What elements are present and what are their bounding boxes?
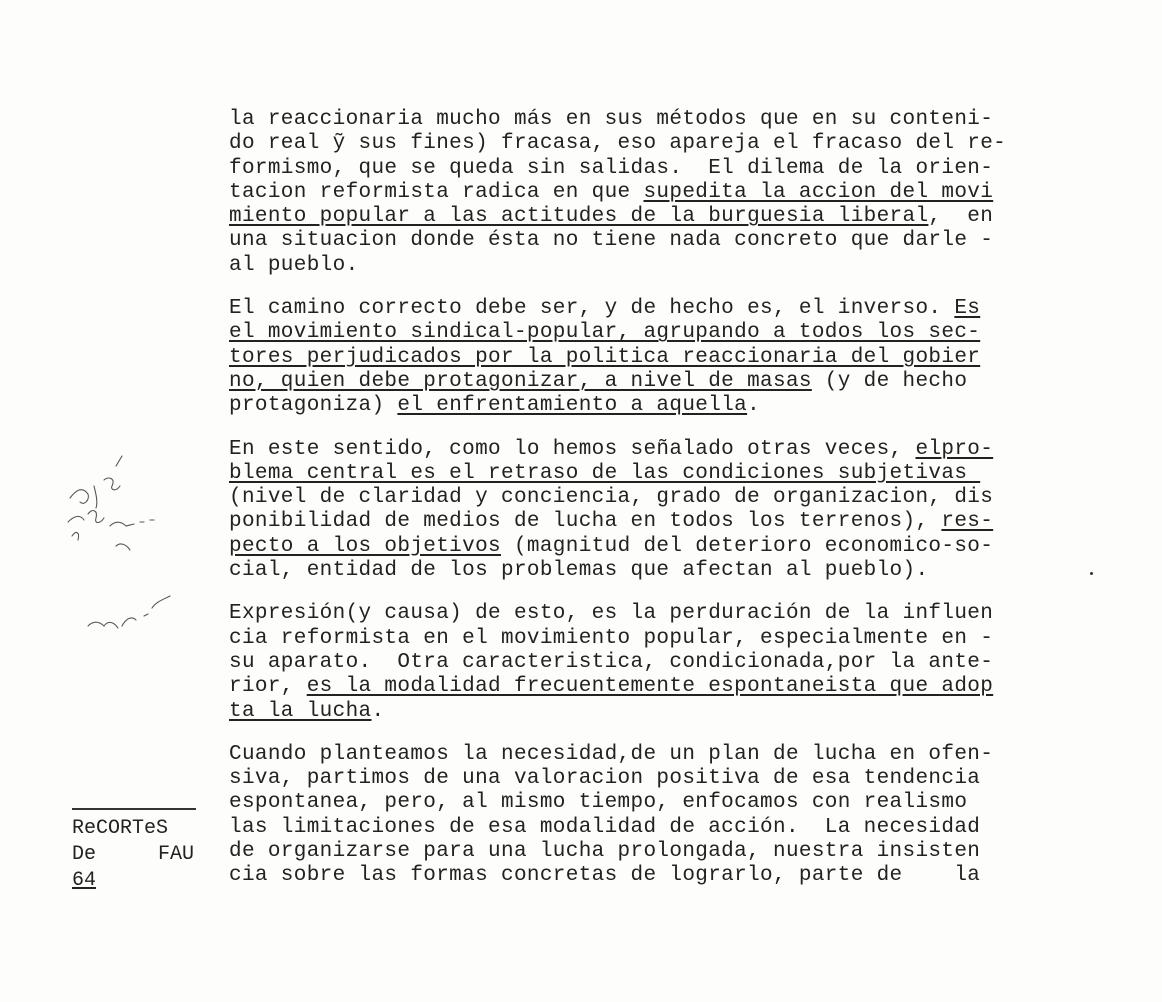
text-line [229,297,1089,321]
text-segment: formismo, que se queda sin salidas. El dilema de la orien- [229,156,994,180]
paragraph [229,438,1089,584]
underlined-text: res- [941,510,994,534]
text-line [229,840,1089,864]
text-line [229,438,1089,462]
footer-stamp [72,808,200,894]
text-line [229,108,1089,132]
text-segment: rior, [229,675,307,699]
text-line [229,627,1089,651]
text-line [229,205,1089,229]
underlined-text: Es [954,297,981,321]
underlined-text: ta la lucha [229,699,372,723]
text-line [229,486,1089,510]
underlined-text: no, quien debe protagonizar, a nivel de masas [229,369,812,393]
text-segment: . [371,699,385,723]
text-segment: espontanea, pero, al mismo tiempo, enfocamos con realismo [229,791,968,815]
text-segment: cial, entidad de los problemas que afectan al pueblo). [229,559,929,583]
stamp-title: ReCORTeS [72,817,169,840]
text-segment: Expresión(y causa) de esto, es la perduración de la influen [229,602,994,626]
underlined-text: blema central es el retraso de las condiciones subjetivas [229,461,981,485]
underlined-text: elpro- [915,437,994,461]
text-line [229,132,1089,156]
stamp-left: De [72,843,97,866]
text-line [229,816,1089,840]
text-line [229,181,1089,205]
text-segment: (nivel de claridad y conciencia, grado de organizacion, dis [229,486,994,510]
paragraph [229,743,1089,889]
text-line [229,651,1089,675]
text-line [229,602,1089,626]
stamp-page-number [72,868,200,894]
ink-speck [1090,572,1093,575]
text-segment: su aparato. Otra caracteristica, condicionada,por la ante- [229,650,994,674]
text-line [229,254,1089,278]
underlined-text: supedita la accion del movi [643,180,994,204]
text-segment: ponibilidad de medios de lucha en todos los terrenos), [229,510,942,534]
text-segment: cia reformista en el movimiento popular, especialmente en - [229,626,994,650]
paragraph [229,602,1089,723]
page-number: 64 [72,869,97,892]
text-line [229,510,1089,534]
text-line [229,791,1089,815]
text-segment: una situacion donde ésta no tiene nada concreto que darle - [229,229,994,253]
text-line [229,370,1089,394]
text-line [229,675,1089,699]
underlined-text: el enfrentamiento a aquella [397,394,748,418]
document-body [229,108,1089,908]
text-segment: cia sobre las formas concretas de lograrlo, parte de la [229,864,981,888]
text-segment: al pueblo. [229,253,359,277]
paragraph [229,297,1089,418]
underlined-text: tores perjudicados por la politica reaccionaria del gobier [229,345,981,369]
underlined-text: el movimiento sindical-popular, agrupando a todos los sec- [229,321,981,345]
text-segment: En este sentido, como lo hemos señalado otras veces, [229,437,916,461]
text-segment: la reaccionaria mucho más en sus métodos que en su conteni- [229,108,994,131]
handwritten-margin-note [60,450,180,650]
text-segment: (magnitud del deterioro economico-so- [501,534,994,558]
text-line [229,767,1089,791]
text-segment: las limitaciones de esa modalidad de acción. La necesidad [229,815,981,839]
text-segment: protagoniza) [229,394,398,418]
text-segment: de organizarse para una lucha prolongada, nuestra insisten [229,840,981,864]
text-line [229,743,1089,767]
text-line [229,864,1089,888]
paragraph [229,108,1089,278]
text-segment: Cuando planteamos la necesidad,de un plan de lucha en ofen- [229,742,994,766]
stamp-row [72,842,194,868]
text-line [229,462,1089,486]
underlined-text: es la modalidad frecuentemente espontaneista que adop [306,675,994,699]
underlined-text: miento popular a las actitudes de la burguesia liberal [229,205,929,229]
text-segment: . [747,394,761,418]
text-line [229,157,1089,181]
text-line [229,394,1089,418]
text-line [229,700,1089,724]
text-segment: El camino correcto debe ser, y de hecho es, el inverso. [229,297,955,321]
text-line [229,229,1089,253]
text-segment: siva, partimos de una valoracion positiva de esa tendencia [229,767,981,791]
text-segment: (y de hecho [811,369,968,393]
text-line [229,346,1089,370]
underlined-text: pecto a los objetivos [229,534,501,558]
text-segment: tacion reformista radica en que [229,180,644,204]
text-line [229,559,1089,583]
stamp-right: FAU [157,843,194,866]
text-segment: do real ỹ sus fines) fracasa, eso apareja el fracaso del re- [229,132,1007,156]
text-line [229,321,1089,345]
text-segment: , en [928,205,994,229]
text-line [229,535,1089,559]
